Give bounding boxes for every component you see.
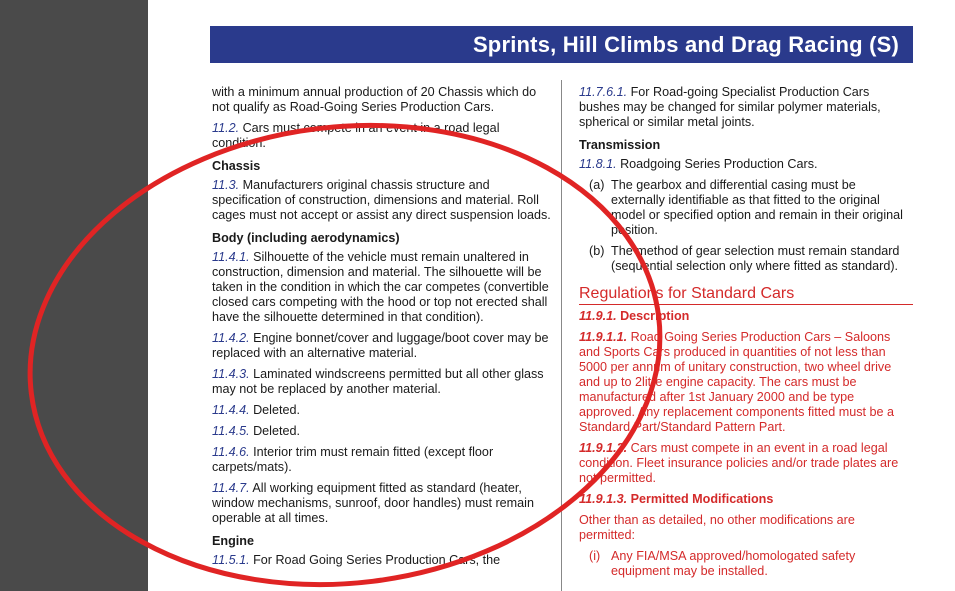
- clause-number: 11.3.: [212, 178, 240, 192]
- clause-number: 11.9.1.3.: [579, 492, 628, 506]
- clause-11-4-3: [212, 367, 552, 397]
- clause-text: Deleted.: [249, 424, 300, 438]
- clause-text: Cars must compete in an event in a road legal condition. Fleet insurance policies and/or trade plates are not permitted.: [579, 441, 899, 485]
- clause-number: 11.4.7.: [212, 481, 250, 495]
- clause-11-4-5: [212, 424, 552, 439]
- intro-paragraph: [212, 85, 552, 115]
- clause-text: Engine bonnet/cover and luggage/boot cover may be replaced with an alternative material.: [212, 331, 549, 360]
- clause-number: 11.9.1.2.: [579, 441, 628, 455]
- clause-number: 11.4.2.: [212, 331, 250, 345]
- clause-number: 11.4.3.: [212, 367, 250, 381]
- clause-text: For Road-going Specialist Production Cars bushes may be changed for similar polymer materials, spherical or similar metal joints.: [579, 85, 881, 129]
- clause-text: Road Going Series Production Cars – Saloons and Sports Cars produced in quantities of not less than 5000 per annum of unitary construction, two wheel drive and up to 2litre engine capacity. The cars must be manufactured after 1st January 2000 and be type approved. Any replacement components fitted must be a Standard Part/Standard Pattern Part.: [579, 330, 895, 434]
- clause-number: 11.7.6.1.: [579, 85, 628, 99]
- subclause-a: [589, 178, 913, 238]
- column-divider: [561, 80, 562, 591]
- clause-number: 11.9.1.: [579, 309, 617, 323]
- subclause-b: [589, 244, 913, 274]
- left-column: [212, 85, 552, 574]
- clause-number: 11.2.: [212, 121, 240, 135]
- intro-text: with a minimum annual production of 20 Chassis which do not qualify as Road-Going Series Production Cars.: [212, 85, 537, 114]
- regulations-heading: Regulations for Standard Cars: [579, 286, 913, 305]
- clause-11-5-1: [212, 553, 552, 568]
- subclause-i: [589, 549, 913, 579]
- subclause-text: Any FIA/MSA approved/homologated safety equipment may be installed.: [611, 549, 856, 578]
- clause-number: 11.4.4.: [212, 403, 250, 417]
- clause-number: 11.5.1.: [212, 553, 250, 567]
- clause-text: Roadgoing Series Production Cars.: [616, 157, 818, 171]
- subclause-text: The gearbox and differential casing must be externally identifiable as that fitted to the original model or specified option and remain in their original position.: [611, 178, 903, 237]
- clause-11-9-1: [579, 309, 913, 324]
- clause-11-8-1: [579, 157, 913, 172]
- clause-11-4-4: [212, 403, 552, 418]
- document-page: [148, 0, 955, 591]
- clause-text: Manufacturers original chassis structure and specification of construction, dimensions and material. Roll cages must not accept or assist any direct suspension loads.: [212, 178, 551, 222]
- clause-11-4-2: [212, 331, 552, 361]
- clause-11-7-6-1: [579, 85, 913, 130]
- clause-11-4-6: [212, 445, 552, 475]
- clause-text: For Road Going Series Production Cars, the: [249, 553, 501, 567]
- clause-text: All working equipment fitted as standard (heater, window mechanisms, sunroof, door handles) must remain operable at all times.: [212, 481, 534, 525]
- clause-11-2: [212, 121, 552, 151]
- clause-11-3: [212, 178, 552, 223]
- clause-11-4-7: [212, 481, 552, 526]
- clause-text: Laminated windscreens permitted but all other glass may not be replaced by another material.: [212, 367, 544, 396]
- other-than-paragraph: [579, 513, 913, 543]
- clause-text: Permitted Modifications: [627, 492, 774, 506]
- subclause-label: (i): [589, 549, 601, 563]
- clause-text: Cars must compete in an event in a road legal condition.: [212, 121, 500, 150]
- clause-11-9-1-2: [579, 441, 913, 486]
- subclause-text: The method of gear selection must remain standard (sequential selection only where fitted as standard).: [611, 244, 900, 273]
- clause-number: 11.9.1.1.: [579, 330, 628, 344]
- clause-text: Silhouette of the vehicle must remain unaltered in construction, dimension and material. The silhouette will be taken in the condition in which the car competes (convertible closed cars competing with the hood or top not erected shall have the silhouette determined in that condition).: [212, 250, 549, 324]
- clause-text: Description: [616, 309, 690, 323]
- clause-text: Deleted.: [249, 403, 300, 417]
- chassis-heading: Chassis: [212, 159, 261, 173]
- clause-number: 11.8.1.: [579, 157, 617, 171]
- clause-number: 11.4.1.: [212, 250, 250, 264]
- transmission-heading: Transmission: [579, 138, 661, 152]
- clause-11-9-1-1: [579, 330, 913, 435]
- subclause-label: (a): [589, 178, 605, 192]
- clause-text: Interior trim must remain fitted (except floor carpets/mats).: [212, 445, 494, 474]
- right-column: [579, 85, 913, 585]
- standard-cars-section: [579, 309, 913, 579]
- left-dark-strip: [0, 0, 148, 591]
- section-title-banner: [210, 26, 913, 63]
- clause-11-4-1: [212, 250, 552, 325]
- other-text: Other than as detailed, no other modifications are permitted:: [579, 513, 855, 542]
- engine-heading: Engine: [212, 534, 254, 548]
- clause-number: 11.4.5.: [212, 424, 250, 438]
- body-heading: Body (including aerodynamics): [212, 231, 400, 245]
- section-title: Sprints, Hill Climbs and Drag Racing (S): [472, 31, 899, 57]
- subclause-label: (b): [589, 244, 605, 258]
- clause-11-9-1-3: [579, 492, 913, 507]
- clause-number: 11.4.6.: [212, 445, 250, 459]
